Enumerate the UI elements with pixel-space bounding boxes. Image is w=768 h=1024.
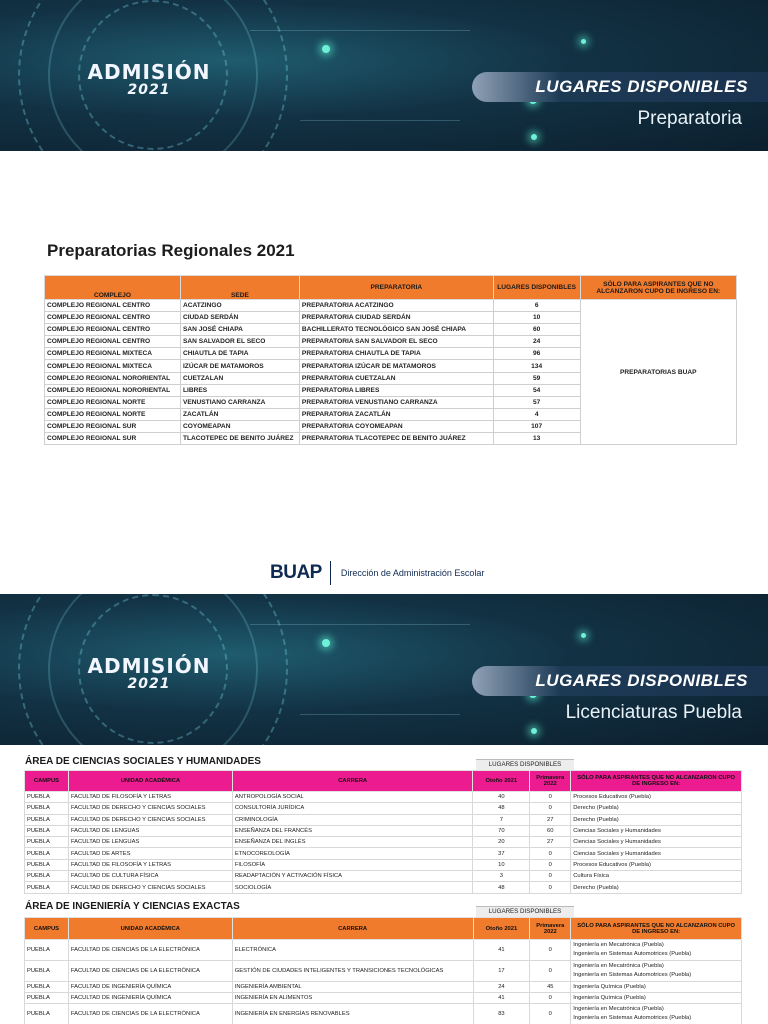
table-cell: Derecho (Puebla) [571, 803, 742, 814]
table-cell: 57 [493, 396, 580, 408]
table-cell: READAPTACIÓN Y ACTIVACIÓN FÍSICA [232, 871, 473, 882]
table-cell: FILOSOFÍA [232, 859, 473, 870]
glow-dot [581, 633, 586, 638]
table-cell: Derecho (Puebla) [571, 814, 742, 825]
table-cell: VENUSTIANO CARRANZA [180, 396, 299, 408]
table-cell: PUEBLA [25, 803, 69, 814]
table-cell: 40 [473, 792, 530, 803]
table-cell: FACULTAD DE INGENIERÍA QUÍMICA [68, 993, 232, 1004]
table-cell: 10 [493, 312, 580, 324]
table-cell: 0 [530, 1004, 571, 1024]
table-cell: FACULTAD DE DERECHO Y CIENCIAS SOCIALES [68, 882, 232, 893]
table-row [25, 803, 742, 814]
table-cell: FACULTAD DE CULTURA FÍSICA [68, 871, 232, 882]
table-cell: PREPARATORIA COYOMEAPAN [299, 420, 493, 432]
area-heading-ingenieria: ÁREA DE INGENIERÍA Y CIENCIAS EXACTAS [25, 901, 240, 912]
table-cell: 17 [473, 961, 530, 982]
table-cell: COMPLEJO REGIONAL MIXTECA [45, 348, 181, 360]
table-cell: PREPARATORIA CUETZALAN [299, 372, 493, 384]
table-row [25, 940, 742, 961]
table-cell: 107 [493, 420, 580, 432]
table-cell: 45 [530, 982, 571, 993]
table-cell: CIUDAD SERDÁN [180, 312, 299, 324]
table-cell: COMPLEJO REGIONAL SUR [45, 420, 181, 432]
table-cell: COMPLEJO REGIONAL NORTE [45, 408, 181, 420]
table-cell [571, 982, 742, 993]
col-header: CARRERA [232, 918, 473, 940]
table-cell: PREPARATORIA CIUDAD SERDÁN [299, 312, 493, 324]
cell-line: Ingeniería en Mecatrónica (Puebla) [573, 963, 664, 969]
table-cell: COMPLEJO REGIONAL SUR [45, 433, 181, 445]
table-cell: PUEBLA [25, 871, 69, 882]
table-cell: SOCIOLOGÍA [232, 882, 473, 893]
table-cell: 48 [473, 803, 530, 814]
table-cell: Ciencias Sociales y Humanidades [571, 825, 742, 836]
table-cell: 0 [530, 882, 571, 893]
table-row [25, 825, 742, 836]
table-cell: ENSEÑANZA DEL FRANCÉS [232, 825, 473, 836]
table-cell: Cultura Física [571, 871, 742, 882]
col-header: SÓLO PARA ASPIRANTES QUE NO ALCANZARON CUPO DE INGRESO EN: [571, 918, 742, 940]
logo-year: 2021 [127, 676, 171, 692]
col-header: COMPLEJO [45, 276, 181, 300]
col-header: SÓLO PARA ASPIRANTES QUE NO ALCANZARON CUPO DE INGRESO EN: [571, 771, 742, 792]
table-cell: FACULTAD DE FILOSOFÍA Y LETRAS [68, 859, 232, 870]
table-cell: ETNOCOREOLOGÍA [232, 848, 473, 859]
table-cell: PUEBLA [25, 792, 69, 803]
table-cell: 54 [493, 384, 580, 396]
table-cell: 0 [530, 803, 571, 814]
table-row [25, 837, 742, 848]
cell-line: Ingeniería en Mecatrónica (Puebla) [573, 942, 664, 948]
table-cell: 60 [493, 324, 580, 336]
col-header: CAMPUS [25, 771, 69, 792]
table-row [25, 882, 742, 893]
col-header: Otoño 2021 [473, 771, 530, 792]
table-cell: PUEBLA [25, 982, 69, 993]
table-cell: PREPARATORIA ZACATLÁN [299, 408, 493, 420]
table-header-row [25, 918, 742, 940]
table-cell: 24 [473, 982, 530, 993]
table-cell: FACULTAD DE CIENCIAS DE LA ELECTRÓNICA [68, 1004, 232, 1024]
table-row [25, 859, 742, 870]
table-cell: 27 [530, 814, 571, 825]
table-cell: COMPLEJO REGIONAL CENTRO [45, 324, 181, 336]
table-row [25, 993, 742, 1004]
table-cell: COMPLEJO REGIONAL CENTRO [45, 336, 181, 348]
cell-line: Ingeniería en Sistemas Automotrices (Puebla) [573, 951, 692, 957]
table-cell: 0 [530, 792, 571, 803]
table-cell: 4 [493, 408, 580, 420]
glow-dot [581, 39, 586, 44]
buap-logo: BUAP [270, 562, 322, 583]
logo-word: ADMISIÓN [87, 654, 211, 678]
table-cell: 70 [473, 825, 530, 836]
decorative-line [300, 714, 460, 715]
table-cell: FACULTAD DE INGENIERÍA QUÍMICA [68, 982, 232, 993]
col-header: LUGARES DISPONIBLES [493, 276, 580, 300]
table-row [25, 814, 742, 825]
table-cell: PUEBLA [25, 837, 69, 848]
table-cell: 3 [473, 871, 530, 882]
merged-note-cell: PREPARATORIAS BUAP [580, 300, 736, 445]
table-cell: 0 [530, 859, 571, 870]
col-header: PREPARATORIA [299, 276, 493, 300]
table-cell: PUEBLA [25, 814, 69, 825]
table-cell: FACULTAD DE DERECHO Y CIENCIAS SOCIALES [68, 803, 232, 814]
cell-line: Ingeniería en Sistemas Automotrices (Puebla) [573, 972, 692, 978]
table-cell: 0 [530, 940, 571, 961]
table-cell: PUEBLA [25, 961, 69, 982]
table-cell: 0 [530, 871, 571, 882]
banner-title-tag [472, 72, 768, 102]
lugares-disponibles-label: LUGARES DISPONIBLES [476, 906, 574, 917]
banner-title: LUGARES DISPONIBLES [535, 671, 748, 690]
table-header-row [45, 276, 737, 300]
table-cell: FACULTAD DE LENGUAS [68, 837, 232, 848]
table-cell: FACULTAD DE CIENCIAS DE LA ELECTRÓNICA [68, 940, 232, 961]
table-cell: Derecho (Puebla) [571, 882, 742, 893]
table-cell: COMPLEJO REGIONAL NORTE [45, 396, 181, 408]
table-cell: 10 [473, 859, 530, 870]
table-cell: PUEBLA [25, 825, 69, 836]
table-cell: Ciencias Sociales y Humanidades [571, 837, 742, 848]
table-cell: 59 [493, 372, 580, 384]
col-header: UNIDAD ACADÉMICA [68, 771, 232, 792]
table-cell: LIBRES [180, 384, 299, 396]
table-cell: 41 [473, 993, 530, 1004]
table-cell: ENSEÑANZA DEL INGLÉS [232, 837, 473, 848]
section-heading-preparatorias: Preparatorias Regionales 2021 [47, 241, 295, 260]
table-cell: 48 [473, 882, 530, 893]
divider [330, 561, 331, 585]
table-cell: PUEBLA [25, 1004, 69, 1024]
banner-title: LUGARES DISPONIBLES [535, 77, 748, 96]
col-header: Primavera 2022 [530, 918, 571, 940]
admision-logo [84, 654, 214, 692]
table-cell: COMPLEJO REGIONAL CENTRO [45, 300, 181, 312]
table-cell: FACULTAD DE ARTES [68, 848, 232, 859]
table-cell: PUEBLA [25, 848, 69, 859]
preparatorias-table [44, 275, 737, 445]
table-cell: PUEBLA [25, 940, 69, 961]
table-cell: 20 [473, 837, 530, 848]
decorative-line [250, 624, 470, 625]
table-cell: Ciencias Sociales y Humanidades [571, 848, 742, 859]
department-name: Dirección de Administración Escolar [340, 568, 485, 578]
banner-title-tag [472, 666, 768, 696]
table-cell: INGENIERÍA AMBIENTAL [232, 982, 473, 993]
table-cell: SAN JOSÉ CHIAPA [180, 324, 299, 336]
table-cell: IZÚCAR DE MATAMOROS [180, 360, 299, 372]
table-row [45, 300, 737, 312]
logo-word: ADMISIÓN [87, 60, 211, 84]
table-cell: INGENIERÍA EN ALIMENTOS [232, 993, 473, 1004]
table-cell [571, 1004, 742, 1024]
col-header: SÓLO PARA ASPIRANTES QUE NO ALCANZARON CUPO DE INGRESO EN: [580, 276, 736, 300]
table-cell: 6 [493, 300, 580, 312]
lugares-disponibles-label: LUGARES DISPONIBLES [476, 759, 574, 770]
glow-dot [322, 45, 330, 53]
logo-year: 2021 [127, 82, 171, 98]
table-cell: PREPARATORIA ACATZINGO [299, 300, 493, 312]
table-cell: 7 [473, 814, 530, 825]
table-cell: 83 [473, 1004, 530, 1024]
table-cell: FACULTAD DE FILOSOFÍA Y LETRAS [68, 792, 232, 803]
table-row [25, 982, 742, 993]
cell-line: Ingeniería Química (Puebla) [573, 983, 646, 990]
table-cell [571, 993, 742, 1004]
area-heading-sociales: ÁREA DE CIENCIAS SOCIALES Y HUMANIDADES [25, 756, 261, 767]
table-cell: 27 [530, 837, 571, 848]
decorative-line [250, 30, 470, 31]
col-header: Otoño 2021 [473, 918, 530, 940]
table-cell [571, 940, 742, 961]
table-cell: COMPLEJO REGIONAL MIXTECA [45, 360, 181, 372]
table-cell: 96 [493, 348, 580, 360]
banner-subtitle: Licenciaturas Puebla [565, 702, 742, 723]
table-cell: FACULTAD DE CIENCIAS DE LA ELECTRÓNICA [68, 961, 232, 982]
table-row [25, 1004, 742, 1024]
table-cell: ACATZINGO [180, 300, 299, 312]
table-cell: PUEBLA [25, 859, 69, 870]
admision-logo [84, 60, 214, 98]
footer-brand [270, 560, 484, 586]
table-cell: ZACATLÁN [180, 408, 299, 420]
banner-subtitle: Preparatoria [637, 108, 742, 129]
table-cell: CRIMINOLOGÍA [232, 814, 473, 825]
cell-line: Ingeniería en Mecatrónica (Puebla) [573, 1006, 664, 1012]
table-cell: COYOMEAPAN [180, 420, 299, 432]
table-cell: PUEBLA [25, 993, 69, 1004]
table-header-row [25, 771, 742, 792]
glow-dot [531, 728, 537, 734]
table-cell: INGENIERÍA EN ENERGÍAS RENOVABLES [232, 1004, 473, 1024]
col-header: CAMPUS [25, 918, 69, 940]
table-cell: BACHILLERATO TECNOLÓGICO SAN JOSÉ CHIAPA [299, 324, 493, 336]
ingenieria-table [24, 917, 742, 1024]
table-cell: SAN SALVADOR EL SECO [180, 336, 299, 348]
table-cell: PREPARATORIA SAN SALVADOR EL SECO [299, 336, 493, 348]
table-cell: COMPLEJO REGIONAL NORORIENTAL [45, 372, 181, 384]
table-cell: PREPARATORIA VENUSTIANO CARRANZA [299, 396, 493, 408]
decorative-line [300, 120, 460, 121]
table-row [25, 792, 742, 803]
table-cell: 24 [493, 336, 580, 348]
table-cell: PREPARATORIA CHIAUTLA DE TAPIA [299, 348, 493, 360]
cell-line: Ingeniería Química (Puebla) [573, 994, 646, 1001]
table-cell: Procesos Educativos (Puebla) [571, 859, 742, 870]
header-banner-preparatoria [0, 0, 768, 151]
table-cell: PUEBLA [25, 882, 69, 893]
table-row [25, 871, 742, 882]
table-cell: 37 [473, 848, 530, 859]
table-cell: PREPARATORIA TLACOTEPEC DE BENITO JUÁREZ [299, 433, 493, 445]
table-cell: ANTROPOLOGÍA SOCIAL [232, 792, 473, 803]
glow-dot [531, 134, 537, 140]
table-cell: PREPARATORIA IZÚCAR DE MATAMOROS [299, 360, 493, 372]
col-header: UNIDAD ACADÉMICA [68, 918, 232, 940]
table-cell: TLACOTEPEC DE BENITO JUÁREZ [180, 433, 299, 445]
table-cell: 13 [493, 433, 580, 445]
table-cell: PREPARATORIA LIBRES [299, 384, 493, 396]
table-cell: CHIAUTLA DE TAPIA [180, 348, 299, 360]
table-cell: 41 [473, 940, 530, 961]
table-row [25, 848, 742, 859]
table-cell: FACULTAD DE LENGUAS [68, 825, 232, 836]
table-cell: CUETZALAN [180, 372, 299, 384]
table-cell: FACULTAD DE DERECHO Y CIENCIAS SOCIALES [68, 814, 232, 825]
table-cell: ELECTRÓNICA [232, 940, 473, 961]
table-cell: Procesos Educativos (Puebla) [571, 792, 742, 803]
table-cell: COMPLEJO REGIONAL NORORIENTAL [45, 384, 181, 396]
cell-line: Ingeniería en Sistemas Automotrices (Puebla) [573, 1015, 692, 1021]
table-cell: 134 [493, 360, 580, 372]
table-row [25, 961, 742, 982]
glow-dot [322, 639, 330, 647]
table-cell: COMPLEJO REGIONAL CENTRO [45, 312, 181, 324]
sociales-table [24, 770, 742, 894]
table-cell: 0 [530, 848, 571, 859]
header-banner-licenciaturas [0, 594, 768, 745]
col-header: Primavera 2022 [530, 771, 571, 792]
table-cell: GESTIÓN DE CIUDADES INTELIGENTES Y TRANSICIONES TECNOLÓGICAS [232, 961, 473, 982]
table-cell: 0 [530, 961, 571, 982]
table-cell [571, 961, 742, 982]
table-cell: CONSULTORÍA JURÍDICA [232, 803, 473, 814]
col-header: SEDE [180, 276, 299, 300]
table-cell: 60 [530, 825, 571, 836]
table-cell: 0 [530, 993, 571, 1004]
col-header: CARRERA [232, 771, 473, 792]
